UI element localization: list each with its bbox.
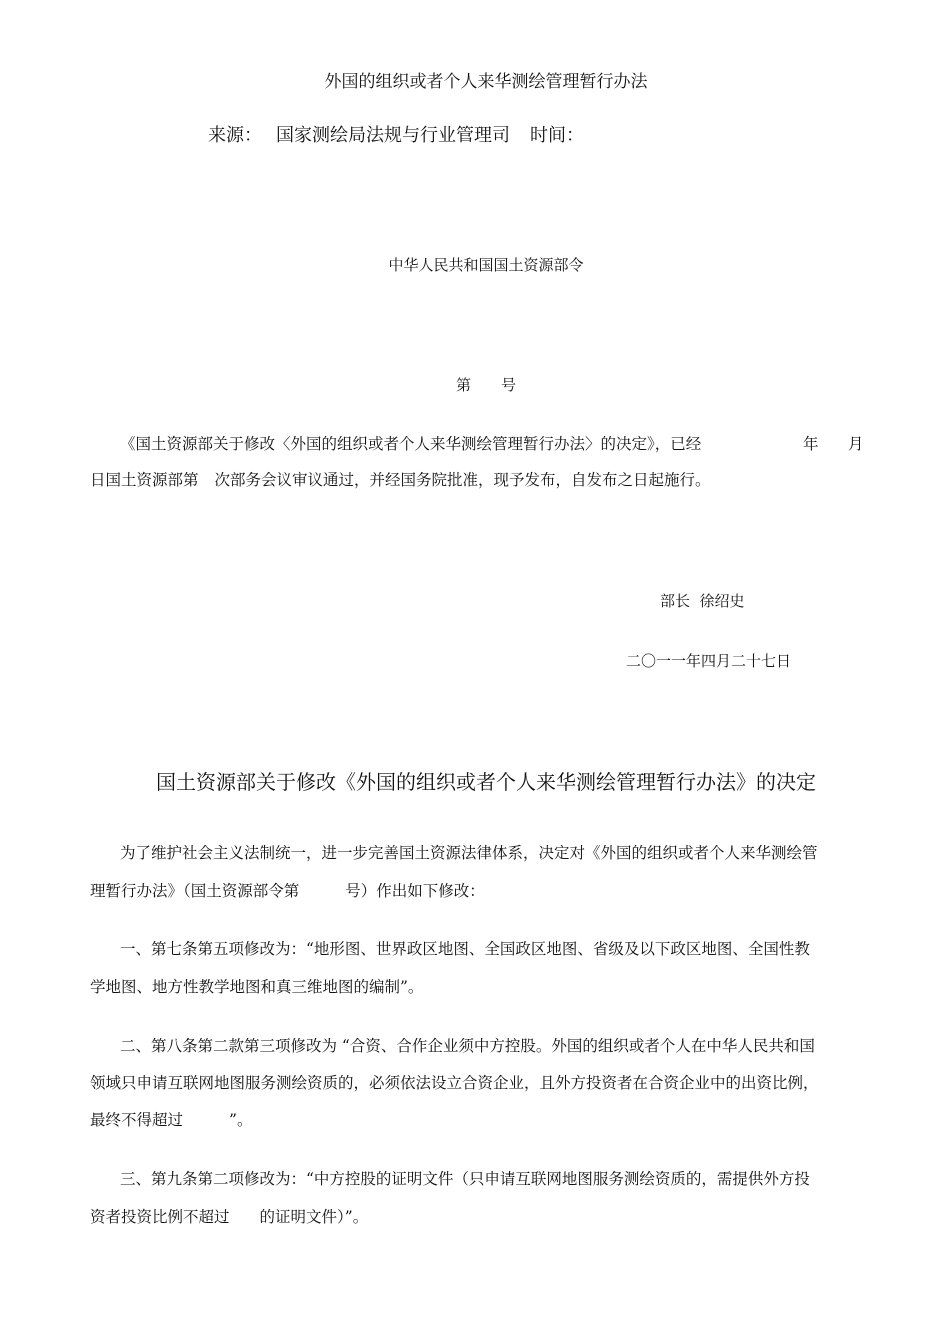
item-1-line-1: 一、第七条第五项修改为：“地形图、世界政区地图、全国政区地图、省级及以下政区地图、全国性教 [120, 940, 810, 958]
item-3-line-1: 三、第九条第二项修改为：“中方控股的证明文件（只申请互联网地图服务测绘资质的，需提供外方投 [120, 1170, 810, 1188]
order-number-left: 第 [455, 376, 471, 394]
issuer: 中华人民共和国国土资源部令 [388, 256, 584, 274]
order-number [0, 378, 950, 393]
announcement-year: 年 [803, 435, 819, 453]
intro-line-2: 理暂行办法》（国土资源部令第 号）作出如下修改： [90, 882, 485, 900]
item-3-line-2: 资者投资比例不超过 的证明文件）”。 [90, 1208, 369, 1226]
source-value: 国家测绘局法规与行业管理司 [276, 125, 510, 146]
item-2-line-1: 二、第八条第二款第三项修改为 “合资、合作企业须中方控股。外国的组织或者个人在中华人民共和国 [120, 1037, 815, 1055]
order-number-right: 号 [501, 376, 517, 394]
sign-date: 二〇一一年四月二十七日 [626, 652, 792, 670]
time-label: 时间： [530, 125, 584, 146]
intro-line-1: 为了维护社会主义法制统一，进一步完善国土资源法律体系，决定对《外国的组织或者个人来华测绘管 [120, 844, 818, 862]
source-label: 来源： [208, 125, 262, 146]
item-2-line-2: 领域只申请互联网地图服务测绘资质的，必须依法设立合资企业，且外方投资者在合资企业中的出资比例， [90, 1074, 819, 1092]
item-2-line-3: 最终不得超过 ”。 [90, 1111, 253, 1129]
signer: 部长 徐绍史 [660, 592, 745, 610]
item-1-line-2: 学地图、地方性教学地图和真三维地图的编制”。 [90, 978, 424, 996]
announcement-line-1: 《国土资源部关于修改〈外国的组织或者个人来华测绘管理暂行办法〉的决定》，已经 [120, 435, 702, 453]
announcement-line-2: 日国土资源部第 次部务会议审议通过，并经国务院批准，现予发布，自发布之日起施行。 [90, 471, 711, 489]
announcement-month: 月 [848, 435, 864, 453]
source-line [208, 127, 584, 145]
decision-title: 国土资源部关于修改《外国的组织或者个人来华测绘管理暂行办法》的决定 [156, 770, 816, 794]
document-title: 外国的组织或者个人来华测绘管理暂行办法 [324, 72, 648, 92]
